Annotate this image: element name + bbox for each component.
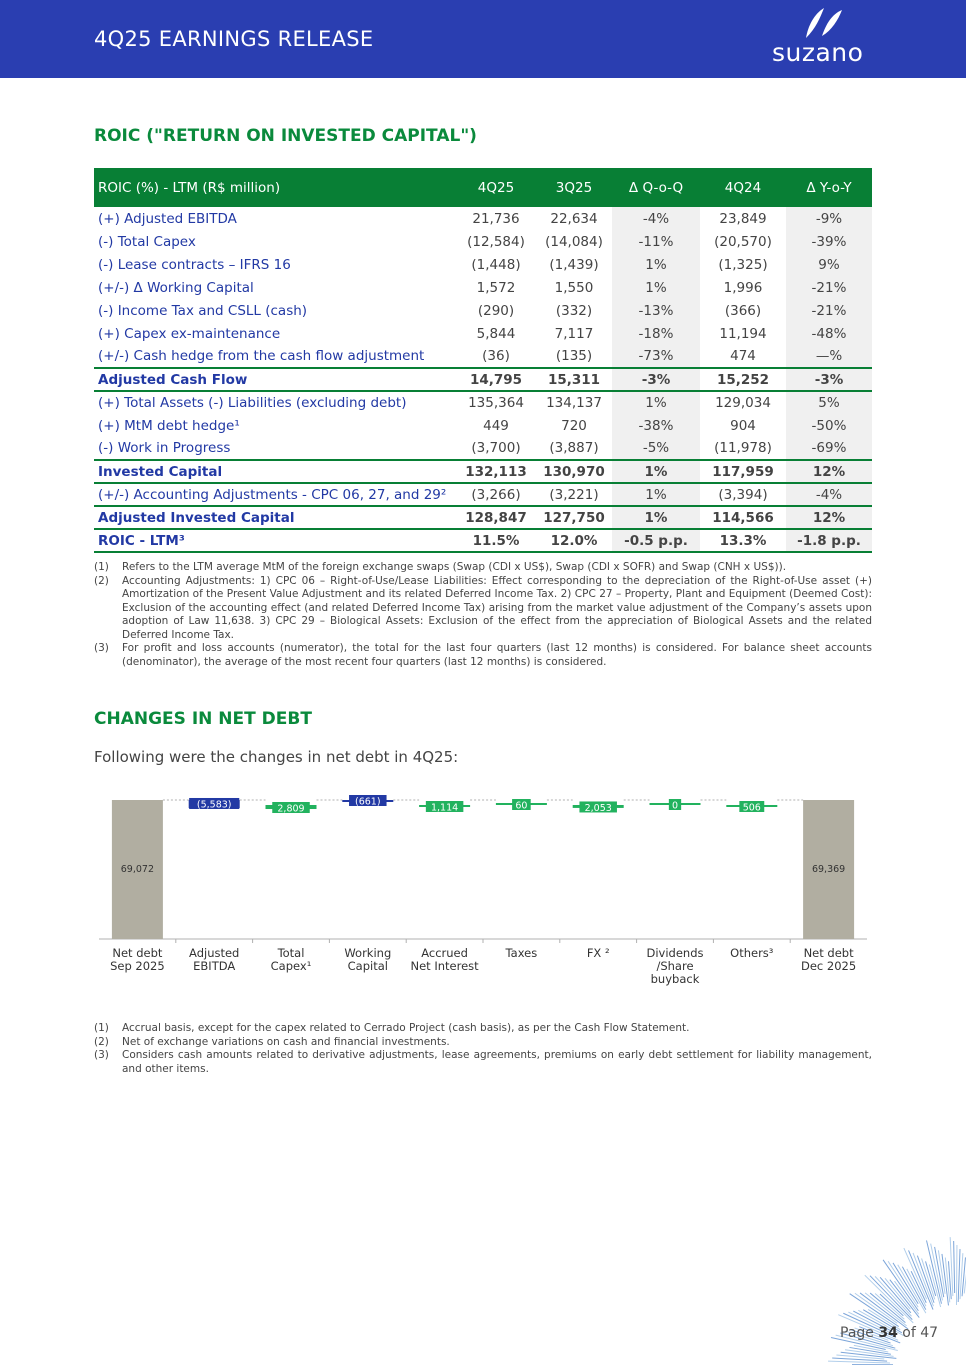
row-label: (-) Work in Progress xyxy=(98,440,231,456)
data-label-text: 60 xyxy=(515,800,528,812)
net-debt-section-title: CHANGES IN NET DEBT xyxy=(94,709,312,729)
table-cell: -18% xyxy=(612,322,700,345)
table-cell: 132,113 xyxy=(456,460,536,483)
column-header: 4Q25 xyxy=(477,179,515,196)
row-label: (+) MtM debt hedge¹ xyxy=(98,417,240,434)
net-debt-intro: Following were the changes in net debt in 4Q25: xyxy=(94,748,459,766)
table-cell: 21,736 xyxy=(472,210,520,227)
table-row xyxy=(94,506,872,529)
data-label-text: 506 xyxy=(742,802,761,814)
table-cell: 5% xyxy=(786,391,872,414)
footnote-text: Refers to the LTM average MtM of the foreign exchange swaps (Swap (CDI x US$), Swap (CDI x SOFR) and Swap (CNH x US$)). xyxy=(122,561,787,573)
table-cell: (11,978) xyxy=(714,440,772,456)
table-row xyxy=(94,529,872,552)
document-title: 4Q25 EARNINGS RELEASE xyxy=(94,27,374,51)
swirl-stroke xyxy=(883,1260,918,1311)
table-cell: 127,750 xyxy=(536,506,612,529)
column-header: Δ Y-o-Y xyxy=(806,179,852,196)
table-row xyxy=(94,322,872,345)
table-cell: 130,970 xyxy=(536,460,612,483)
page-separator: of xyxy=(902,1325,916,1341)
table-cell: 22,634 xyxy=(550,210,598,227)
table-cell: 449 xyxy=(483,417,509,434)
table-cell: -69% xyxy=(786,437,872,460)
page-prefix: Page xyxy=(840,1325,874,1341)
table-cell: 1% xyxy=(612,391,700,414)
table-cell: 474 xyxy=(730,348,756,364)
data-label-text: 2,053 xyxy=(584,802,612,814)
column-header: 4Q24 xyxy=(724,179,762,196)
table-cell: -9% xyxy=(786,207,872,230)
table-cell: -21% xyxy=(786,276,872,299)
row-label: (+) Adjusted EBITDA xyxy=(98,210,237,227)
category-label: Capital xyxy=(347,959,388,973)
table-cell: 904 xyxy=(730,417,756,434)
table-cell: 23,849 xyxy=(719,210,767,227)
category-label: EBITDA xyxy=(193,959,236,973)
roic-footnotes xyxy=(94,561,872,669)
footnote-number: (1) xyxy=(94,561,109,573)
table-cell: -4% xyxy=(612,207,700,230)
table-cell: -38% xyxy=(612,414,700,437)
footnote xyxy=(94,1049,872,1076)
table-row xyxy=(94,414,872,437)
row-label: (+/-) Accounting Adjustments - CPC 06, 27, and 29² xyxy=(98,486,447,503)
table-row xyxy=(94,230,872,253)
table-row xyxy=(94,368,872,391)
footnote xyxy=(94,575,872,643)
table-cell: —% xyxy=(786,345,872,368)
footnote-text: Net of exchange variations on cash and financial investments. xyxy=(122,1035,450,1048)
table-row xyxy=(94,460,872,483)
table-cell: -3% xyxy=(786,368,872,391)
table-cell: 13.3% xyxy=(700,529,786,552)
company-logo: suzano xyxy=(772,38,864,67)
table-cell: 114,566 xyxy=(700,506,786,529)
table-cell: (12,584) xyxy=(467,233,525,250)
table-row xyxy=(94,207,872,230)
row-label: (+/-) Δ Working Capital xyxy=(98,279,254,296)
data-label-text: 2,809 xyxy=(277,803,305,815)
data-label-text: 0 xyxy=(671,800,679,812)
table-cell: 117,959 xyxy=(700,460,786,483)
table-cell: (3,700) xyxy=(471,440,521,456)
category-label: /Share xyxy=(656,959,694,973)
category-label: Sep 2025 xyxy=(110,959,165,973)
table-cell: 1% xyxy=(612,276,700,299)
total-pages: 47 xyxy=(920,1325,939,1341)
table-cell: 15,311 xyxy=(536,368,612,391)
table-cell: (3,266) xyxy=(471,486,521,503)
data-label-text: 69,072 xyxy=(120,864,155,875)
table-cell: 134,137 xyxy=(546,395,602,411)
column-header: Δ Q-o-Q xyxy=(628,179,684,196)
table-cell: (14,084) xyxy=(545,233,603,250)
footnote-number: (3) xyxy=(94,642,109,654)
net-debt-footnotes xyxy=(94,1022,872,1076)
table-row xyxy=(94,345,872,368)
table-cell: 7,117 xyxy=(554,325,594,342)
table-cell: 129,034 xyxy=(715,395,771,411)
data-label xyxy=(426,801,464,814)
footnote-text: Considers cash amounts related to derivative adjustments, lease agreements, premiums on early debt settlement for liability management, and other items. xyxy=(122,1049,872,1075)
category-label: Net debt xyxy=(112,946,163,960)
swirl-stroke xyxy=(958,1249,960,1302)
table-cell: (332) xyxy=(555,302,593,319)
row-label: Adjusted Invested Capital xyxy=(94,506,456,529)
category-label: Others³ xyxy=(730,946,774,960)
data-label xyxy=(272,802,310,815)
category-label: FX ² xyxy=(586,946,610,960)
table-cell: 720 xyxy=(561,417,587,434)
table-cell: (20,570) xyxy=(714,233,772,250)
category-label: Total xyxy=(277,946,305,960)
table-row xyxy=(94,276,872,299)
row-label: ROIC - LTM³ xyxy=(94,529,456,552)
category-label: Accrued xyxy=(421,946,468,960)
data-label xyxy=(739,801,764,814)
table-cell: -39% xyxy=(786,230,872,253)
data-label-text: 69,369 xyxy=(811,864,846,875)
category-label: Dividends xyxy=(646,946,704,960)
table-cell: 1% xyxy=(612,460,700,483)
table-cell: (3,394) xyxy=(718,486,768,503)
page-number xyxy=(840,1325,938,1341)
data-label xyxy=(812,864,845,875)
table-cell: 1,572 xyxy=(476,279,516,296)
table-row xyxy=(94,299,872,322)
table-cell: 15,252 xyxy=(700,368,786,391)
row-label: (-) Income Tax and CSLL (cash) xyxy=(98,302,308,319)
roic-table xyxy=(94,168,872,553)
data-label-text: (661) xyxy=(355,796,381,808)
table-cell: -13% xyxy=(612,299,700,322)
row-label: (+) Total Assets (-) Liabilities (excluding debt) xyxy=(98,395,407,411)
table-cell: 12% xyxy=(786,506,872,529)
table-cell: 135,364 xyxy=(468,395,524,411)
row-label: (-) Total Capex xyxy=(98,233,196,250)
category-label: Adjusted xyxy=(189,946,240,960)
table-cell: (135) xyxy=(555,348,593,364)
footnote-number: (2) xyxy=(94,574,109,587)
decorative-swirl-icon xyxy=(766,1228,966,1365)
footnote-number: (3) xyxy=(94,1049,109,1061)
row-label: Adjusted Cash Flow xyxy=(94,368,456,391)
swirl-stroke xyxy=(828,1361,890,1363)
table-cell: 1% xyxy=(612,253,700,276)
row-label: (+/-) Cash hedge from the cash flow adjustment xyxy=(98,348,425,364)
footnote xyxy=(94,561,872,575)
table-cell: -1.8 p.p. xyxy=(786,529,872,552)
table-row xyxy=(94,391,872,414)
table-cell: (3,221) xyxy=(549,486,599,503)
roic-section-title: ROIC ("RETURN ON INVESTED CAPITAL") xyxy=(94,126,477,146)
footnote-number: (1) xyxy=(94,1022,109,1034)
table-cell: -48% xyxy=(786,322,872,345)
table-cell: (36) xyxy=(482,348,510,364)
footnote xyxy=(94,642,872,669)
row-label: (-) Lease contracts – IFRS 16 xyxy=(98,256,291,273)
row-label: (+) Capex ex-maintenance xyxy=(98,325,281,342)
category-label: Taxes xyxy=(505,946,538,960)
table-cell: 1,550 xyxy=(554,279,594,296)
category-label: Capex¹ xyxy=(270,959,312,973)
table-header-row xyxy=(94,168,872,207)
row-label: Invested Capital xyxy=(94,460,456,483)
table-cell: (1,439) xyxy=(549,256,599,273)
data-label-text: 1,114 xyxy=(430,802,459,814)
table-cell: -11% xyxy=(612,230,700,253)
table-cell: (290) xyxy=(477,302,515,319)
table-cell: 12% xyxy=(786,460,872,483)
table-cell: -21% xyxy=(786,299,872,322)
table-cell: (1,448) xyxy=(471,256,521,273)
table-cell: 14,795 xyxy=(456,368,536,391)
table-cell: 1% xyxy=(612,483,700,506)
footnote-text: Accrual basis, except for the capex related to Cerrado Project (cash basis), as per the Cash Flow Statement. xyxy=(122,1022,690,1034)
category-label: Net Interest xyxy=(410,959,479,973)
footnote-number: (2) xyxy=(94,1035,109,1048)
table-cell: (366) xyxy=(724,302,762,319)
swirl-stroke xyxy=(880,1294,903,1316)
data-label xyxy=(512,799,531,812)
table-cell: 11,194 xyxy=(719,325,767,342)
table-cell: -5% xyxy=(612,437,700,460)
category-label: Working xyxy=(344,946,392,960)
table-cell: 128,847 xyxy=(456,506,536,529)
table-cell: -3% xyxy=(612,368,700,391)
data-label-text: (5,583) xyxy=(196,799,232,811)
footnote xyxy=(94,1022,872,1036)
data-label xyxy=(669,799,681,812)
category-label: Dec 2025 xyxy=(801,959,857,973)
table-cell: -4% xyxy=(786,483,872,506)
category-label: buyback xyxy=(650,972,700,986)
data-label xyxy=(349,795,387,808)
table-cell: 12.0% xyxy=(536,529,612,552)
data-label xyxy=(579,801,617,814)
category-label: Net debt xyxy=(803,946,854,960)
leaf-icon xyxy=(802,6,846,40)
swirl-stroke xyxy=(954,1241,955,1293)
table-cell: 9% xyxy=(786,253,872,276)
swirl-stroke xyxy=(865,1275,913,1323)
footnote xyxy=(94,1036,872,1050)
footnote-text: Accounting Adjustments: 1) CPC 06 – Right-of-Use/Lease Liabilities: Effect corresponding to the depreciation of the Right-of-Use asset (+) Amortization of the Present Value Adjustment and its related Deferred Income Tax. 2) CPC 27 – Property, Plant and Equipment (Deemed Cost): Exclusion of the accounting effect (and related Deferred Income Tax) arising from the market value adjustment of the Company’s assets upon adoption of Law 11,638. 3) CPC 29 – Biological Assets: Exclusion of the effect from the appreciation of Biological Assets and the related Deferred Income Tax. xyxy=(122,574,872,641)
table-row xyxy=(94,483,872,506)
data-label xyxy=(189,798,239,811)
net-debt-waterfall-chart xyxy=(94,790,872,995)
table-row xyxy=(94,437,872,460)
table-cell: 5,844 xyxy=(476,325,516,342)
table-cell: (3,887) xyxy=(549,440,599,456)
current-page: 34 xyxy=(878,1325,898,1341)
table-cell: 1,996 xyxy=(723,279,763,296)
table-cell: -0.5 p.p. xyxy=(612,529,700,552)
column-header: ROIC (%) - LTM (R$ million) xyxy=(98,179,281,196)
footnote-text: For profit and loss accounts (numerator), the total for the last four quarters (last 12 months) is considered. For balance sheet accounts (denominator), the average of the most recent four quarters (last 12 months) is considered. xyxy=(122,642,872,668)
table-cell: -73% xyxy=(612,345,700,368)
table-cell: 11.5% xyxy=(456,529,536,552)
data-label xyxy=(121,864,154,875)
table-cell: -50% xyxy=(786,414,872,437)
page-header xyxy=(0,0,966,78)
table-cell: (1,325) xyxy=(718,256,768,273)
table-cell: 1% xyxy=(612,506,700,529)
table-row xyxy=(94,253,872,276)
column-header: 3Q25 xyxy=(555,179,593,196)
